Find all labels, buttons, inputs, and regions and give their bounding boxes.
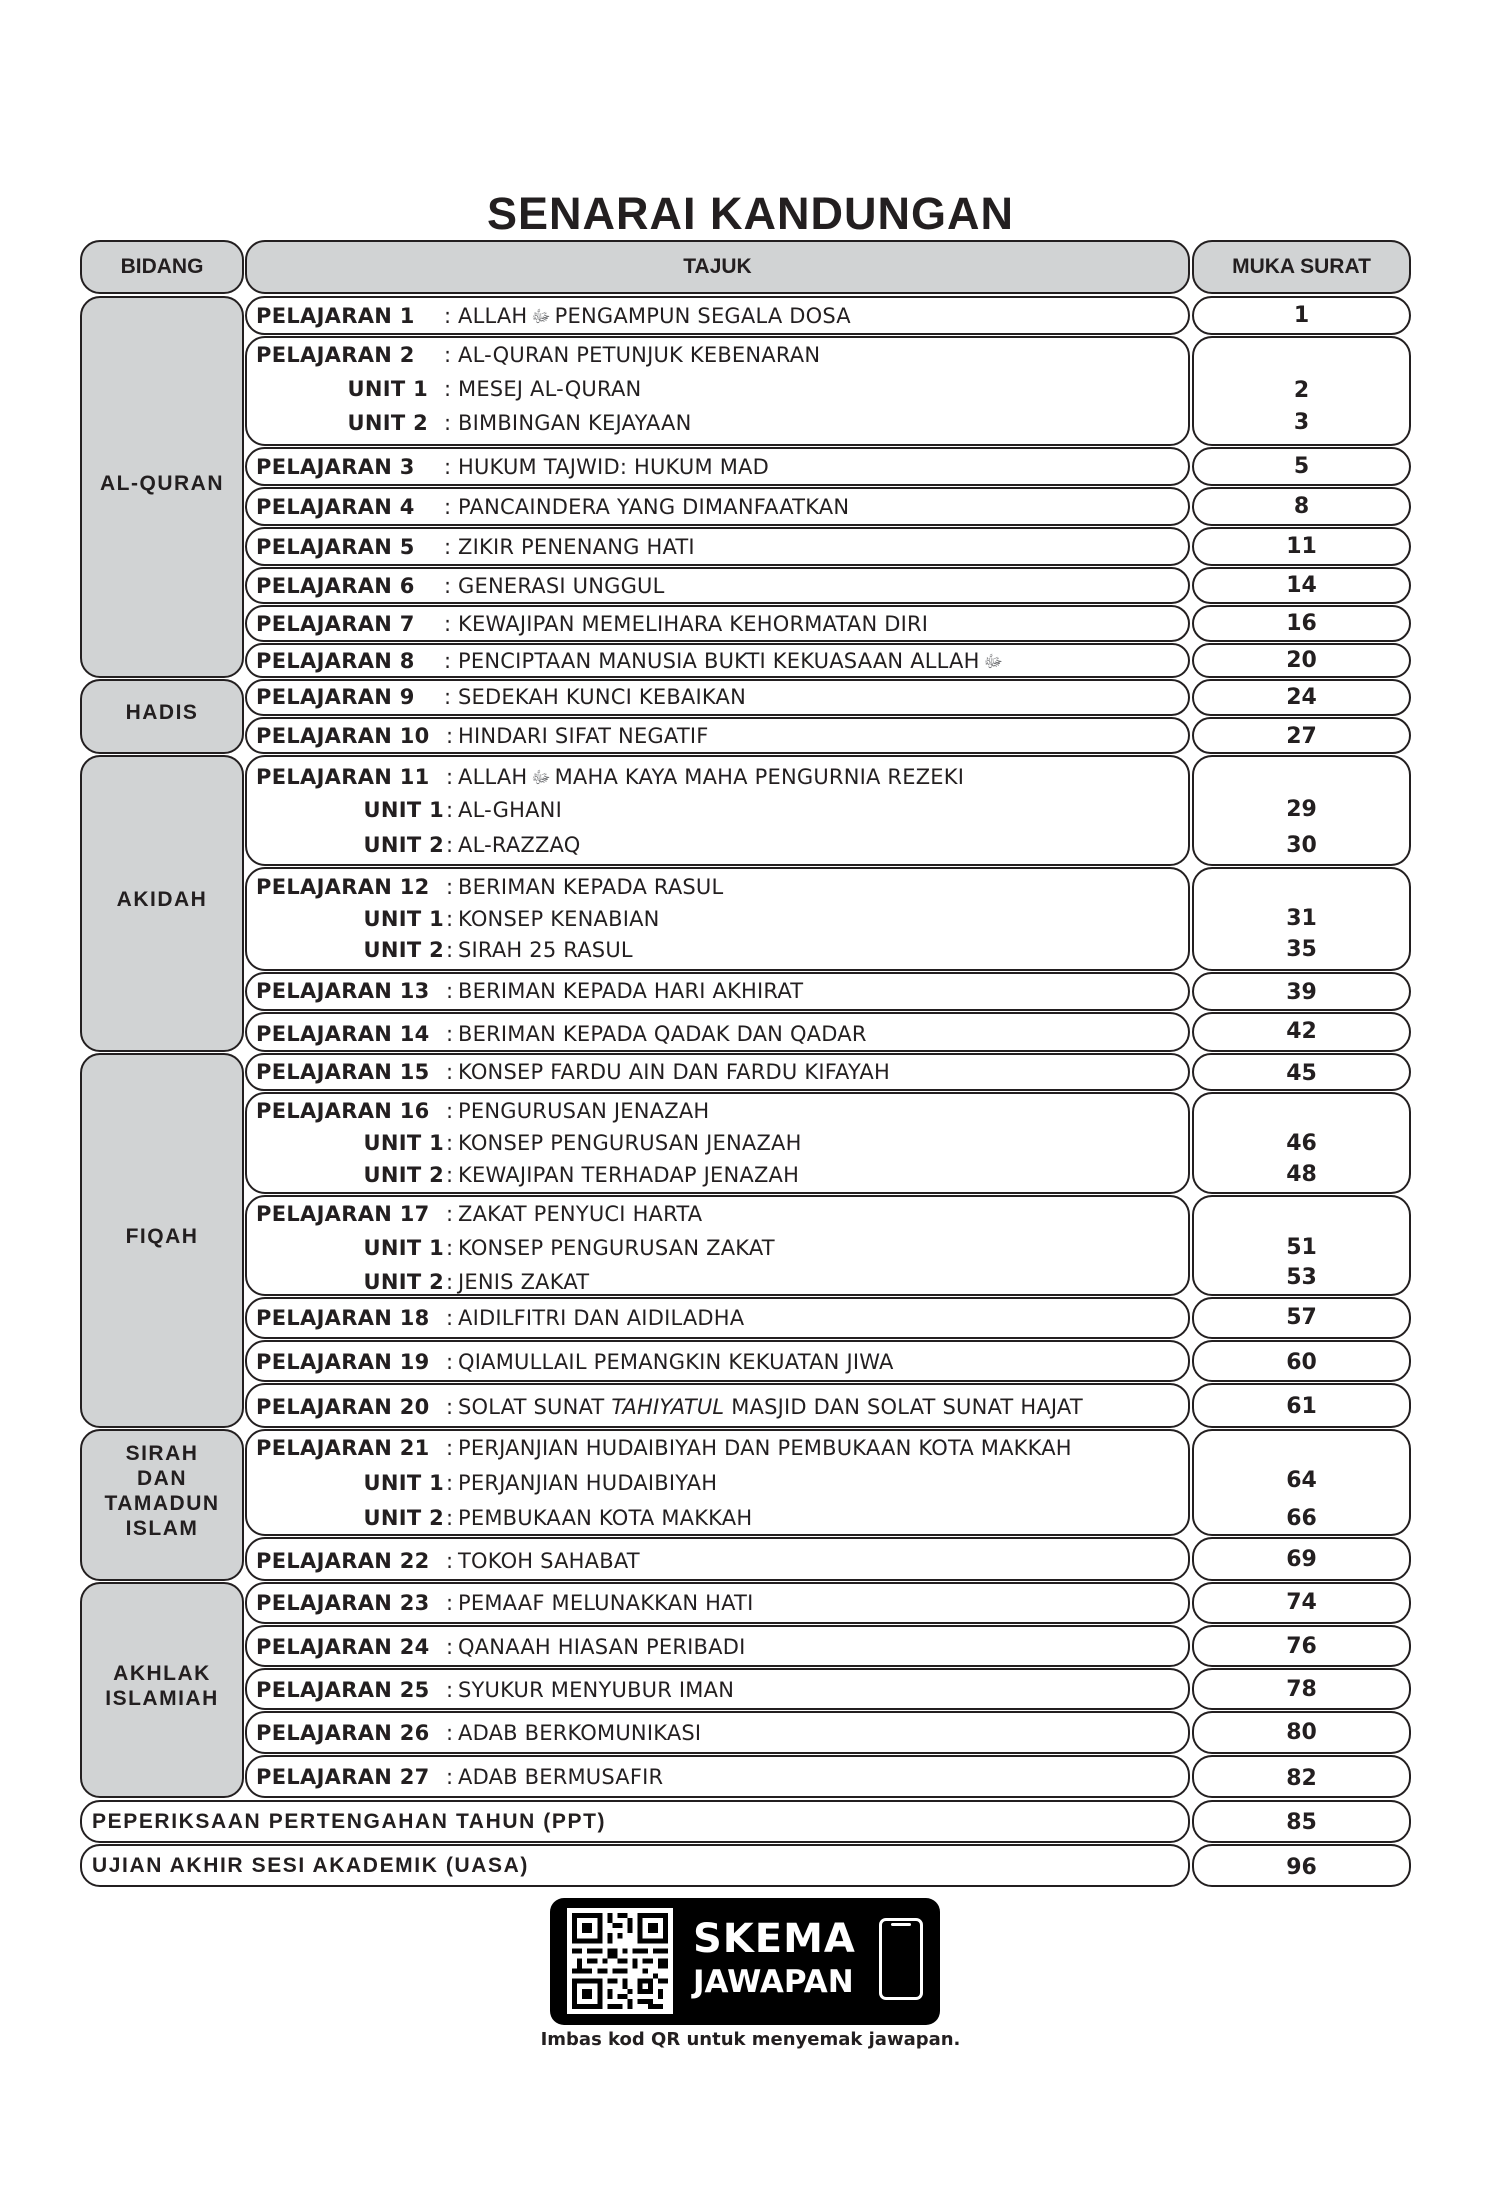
page-cell-24[interactable] xyxy=(1192,1625,1411,1667)
page-cell-15[interactable] xyxy=(1192,1053,1411,1091)
colon-separator: : xyxy=(444,612,452,636)
lesson-label: PELAJARAN 16 xyxy=(256,1099,430,1123)
page-number: 1 xyxy=(1293,303,1310,328)
lesson-title: PENGURUSAN JENAZAH xyxy=(458,1099,710,1123)
lesson-title: ALLAH ﷻ MAHA KAYA MAHA PENGURNIA REZEKI xyxy=(458,760,964,795)
lesson-label: PELAJARAN 8 xyxy=(256,649,415,673)
unit-label: UNIT 2 xyxy=(363,1506,444,1530)
toc-row-pelajaran-6[interactable] xyxy=(245,567,1190,604)
lesson-title: HINDARI SIFAT NEGATIF xyxy=(458,724,709,748)
colon-separator: : xyxy=(446,1765,454,1789)
page-number: 51 xyxy=(1286,1235,1317,1260)
page-number: 69 xyxy=(1286,1547,1317,1572)
page-number: 39 xyxy=(1286,980,1317,1005)
colon-separator: : xyxy=(446,724,454,748)
colon-separator: : xyxy=(444,411,452,435)
page-number: 74 xyxy=(1286,1590,1317,1615)
unit-title: KONSEP PENGURUSAN ZAKAT xyxy=(458,1236,775,1260)
lesson-label: PELAJARAN 13 xyxy=(256,979,430,1003)
page-number: 61 xyxy=(1286,1394,1317,1419)
lesson-label: PELAJARAN 15 xyxy=(256,1060,430,1084)
colon-separator: : xyxy=(446,1131,454,1155)
italic-term: TAHIYATUL xyxy=(611,1395,725,1419)
unit-title: MESEJ AL-QURAN xyxy=(458,377,642,401)
unit-title: KONSEP KENABIAN xyxy=(458,907,660,931)
toc-row-pelajaran-14[interactable] xyxy=(245,1012,1190,1052)
exam-label: PEPERIKSAAN PERTENGAHAN TAHUN (PPT) xyxy=(92,1809,607,1833)
lesson-title: TOKOH SAHABAT xyxy=(458,1549,640,1573)
qr-caption: Imbas kod QR untuk menyemak jawapan. xyxy=(540,2029,961,2050)
colon-separator: : xyxy=(446,1591,454,1615)
page-cell-5[interactable] xyxy=(1192,527,1411,566)
toc-row-pelajaran-21[interactable] xyxy=(245,1429,1190,1536)
toc-row-pelajaran-17[interactable] xyxy=(245,1195,1190,1296)
colon-separator: : xyxy=(446,1678,454,1702)
header-muka-surat xyxy=(1192,240,1411,294)
unit-label: UNIT 2 xyxy=(363,938,444,962)
page-number: 57 xyxy=(1286,1305,1317,1330)
lesson-label: PELAJARAN 9 xyxy=(256,685,415,709)
page-number: 46 xyxy=(1286,1131,1317,1156)
colon-separator: : xyxy=(446,1721,454,1745)
toc-row-pelajaran-12[interactable] xyxy=(245,867,1190,971)
page-cell-21[interactable] xyxy=(1192,1429,1411,1536)
colon-separator: : xyxy=(444,455,452,479)
page-number: 11 xyxy=(1286,534,1317,559)
lesson-label: PELAJARAN 18 xyxy=(256,1306,430,1330)
unit-title: JENIS ZAKAT xyxy=(458,1270,590,1294)
page-number: 27 xyxy=(1286,724,1317,749)
lesson-label: PELAJARAN 2 xyxy=(256,343,415,367)
lesson-label: PELAJARAN 7 xyxy=(256,612,415,636)
colon-separator: : xyxy=(446,938,454,962)
toc-row-pelajaran-1[interactable] xyxy=(245,296,1190,335)
colon-separator: : xyxy=(446,1236,454,1260)
lesson-title: PEMAAF MELUNAKKAN HATI xyxy=(458,1591,754,1615)
toc-row-pelajaran-8[interactable] xyxy=(245,643,1190,678)
header-tajuk xyxy=(245,240,1190,294)
page-cell-10[interactable] xyxy=(1192,717,1411,754)
bidang-label: HADIS xyxy=(125,701,199,724)
colon-separator: : xyxy=(446,1060,454,1084)
colon-separator: : xyxy=(446,1270,454,1294)
lesson-title: GENERASI UNGGUL xyxy=(458,574,665,598)
colon-separator: : xyxy=(446,1163,454,1187)
unit-title: BIMBINGAN KEJAYAAN xyxy=(458,411,692,435)
unit-title: KEWAJIPAN TERHADAP JENAZAH xyxy=(458,1163,800,1187)
lesson-label: PELAJARAN 21 xyxy=(256,1436,430,1460)
lesson-title: QIAMULLAIL PEMANGKIN KEKUATAN JIWA xyxy=(458,1350,894,1374)
page-number: 48 xyxy=(1286,1162,1317,1187)
swt-ornament-icon: ﷻ xyxy=(531,768,551,788)
lesson-label: PELAJARAN 5 xyxy=(256,535,415,559)
text-segment: SOLAT SUNAT xyxy=(458,1395,612,1419)
page-number: 60 xyxy=(1286,1350,1317,1375)
bidang-al-quran xyxy=(80,296,244,678)
page-cell-19[interactable] xyxy=(1192,1340,1411,1382)
colon-separator: : xyxy=(446,1506,454,1530)
page-cell-4[interactable] xyxy=(1192,487,1411,526)
colon-separator: : xyxy=(446,765,454,789)
page-number: 5 xyxy=(1293,454,1310,479)
page-number: 66 xyxy=(1286,1506,1317,1531)
lesson-title: HUKUM TAJWID: HUKUM MAD xyxy=(458,455,769,479)
unit-title: PEMBUKAAN KOTA MAKKAH xyxy=(458,1506,753,1530)
lesson-title: ADAB BERKOMUNIKASI xyxy=(458,1721,702,1745)
colon-separator: : xyxy=(444,304,452,328)
page-cell-26[interactable] xyxy=(1192,1711,1411,1754)
page-number: 3 xyxy=(1293,410,1310,435)
unit-label: UNIT 1 xyxy=(363,1471,444,1495)
toc-row-pelajaran-9[interactable] xyxy=(245,679,1190,716)
page-number: 14 xyxy=(1286,573,1317,598)
unit-label: UNIT 2 xyxy=(347,411,428,435)
page-cell-7[interactable] xyxy=(1192,605,1411,642)
bidang-label: FIQAH xyxy=(125,1225,199,1248)
colon-separator: : xyxy=(446,1202,454,1226)
page-cell-25[interactable] xyxy=(1192,1668,1411,1710)
colon-separator: : xyxy=(444,685,452,709)
lesson-title: PENCIPTAAN MANUSIA BUKTI KEKUASAAN ALLAH ﷻ xyxy=(458,644,1007,679)
toc-row-pelajaran-11[interactable] xyxy=(245,755,1190,866)
toc-row-pelajaran-2[interactable] xyxy=(245,336,1190,446)
lesson-title: PANCAINDERA YANG DIMANFAATKAN xyxy=(458,495,850,519)
lesson-title: BERIMAN KEPADA HARI AKHIRAT xyxy=(458,979,804,1003)
lesson-title: BERIMAN KEPADA QADAK DAN QADAR xyxy=(458,1022,867,1046)
page-number: 85 xyxy=(1286,1810,1317,1835)
page-number: 42 xyxy=(1286,1019,1317,1044)
page-number: 2 xyxy=(1293,378,1310,403)
unit-title: AL-RAZZAQ xyxy=(458,833,581,857)
lesson-title: PERJANJIAN HUDAIBIYAH DAN PEMBUKAAN KOTA MAKKAH xyxy=(458,1436,1072,1460)
unit-title: KONSEP PENGURUSAN JENAZAH xyxy=(458,1131,802,1155)
header-bidang-label: BIDANG xyxy=(120,255,204,278)
page-number: 64 xyxy=(1286,1468,1317,1493)
toc-row-pelajaran-7[interactable] xyxy=(245,605,1190,642)
toc-row-pelajaran-4[interactable] xyxy=(245,487,1190,526)
toc-row-pelajaran-18[interactable] xyxy=(245,1297,1190,1339)
lesson-title: BERIMAN KEPADA RASUL xyxy=(458,875,724,899)
toc-row-pelajaran-23[interactable] xyxy=(245,1582,1190,1624)
colon-separator: : xyxy=(446,979,454,1003)
page-cell-18[interactable] xyxy=(1192,1297,1411,1339)
page-number: 35 xyxy=(1286,937,1317,962)
lesson-label: PELAJARAN 20 xyxy=(256,1395,430,1419)
lesson-title: ADAB BERMUSAFIR xyxy=(458,1765,664,1789)
toc-row-ppt[interactable] xyxy=(80,1800,1190,1843)
toc-row-pelajaran-10[interactable] xyxy=(245,717,1190,754)
lesson-label: PELAJARAN 11 xyxy=(256,765,430,789)
toc-row-pelajaran-20[interactable] xyxy=(245,1383,1190,1428)
unit-label: UNIT 1 xyxy=(347,377,428,401)
toc-row-pelajaran-22[interactable] xyxy=(245,1537,1190,1581)
page-number: 30 xyxy=(1286,833,1317,858)
lesson-title: QANAAH HIASAN PERIBADI xyxy=(458,1635,746,1659)
colon-separator: : xyxy=(446,1395,454,1419)
unit-label: UNIT 1 xyxy=(363,907,444,931)
header-bidang xyxy=(80,240,244,294)
bidang-sirah-tamadun-islam xyxy=(80,1429,244,1581)
page-cell-8[interactable] xyxy=(1192,643,1411,678)
lesson-title: AIDILFITRI DAN AIDILADHA xyxy=(458,1306,745,1330)
colon-separator: : xyxy=(446,1471,454,1495)
banner-title: SKEMA xyxy=(693,1916,856,1962)
bidang-label: SIRAH DAN TAMADUN ISLAM xyxy=(104,1442,220,1540)
lesson-title: AL-QURAN PETUNJUK KEBENARAN xyxy=(458,343,821,367)
bidang-akidah xyxy=(80,755,244,1052)
page-cell-22[interactable] xyxy=(1192,1537,1411,1581)
page-number: 16 xyxy=(1286,611,1317,636)
lesson-label: PELAJARAN 22 xyxy=(256,1549,430,1573)
unit-label: UNIT 1 xyxy=(363,1236,444,1260)
page-number: 78 xyxy=(1286,1677,1317,1702)
page-number: 80 xyxy=(1286,1720,1317,1745)
lesson-label: PELAJARAN 14 xyxy=(256,1022,430,1046)
lesson-label: PELAJARAN 26 xyxy=(256,1721,430,1745)
lesson-title: SYUKUR MENYUBUR IMAN xyxy=(458,1678,735,1702)
toc-row-pelajaran-24[interactable] xyxy=(245,1625,1190,1667)
unit-label: UNIT 1 xyxy=(363,798,444,822)
colon-separator: : xyxy=(444,535,452,559)
page-number: 53 xyxy=(1286,1265,1317,1290)
page-cell-6[interactable] xyxy=(1192,567,1411,604)
header-muka-surat-label: MUKA SURAT xyxy=(1232,255,1371,278)
lesson-label: PELAJARAN 27 xyxy=(256,1765,430,1789)
colon-separator: : xyxy=(446,907,454,931)
answer-scheme-qr-banner[interactable] xyxy=(550,1898,940,2025)
exam-label: UJIAN AKHIR SESI AKADEMIK (UASA) xyxy=(92,1853,529,1877)
toc-row-pelajaran-19[interactable] xyxy=(245,1340,1190,1382)
lesson-label: PELAJARAN 10 xyxy=(256,724,430,748)
page-number: 82 xyxy=(1286,1766,1317,1791)
page-cell-17[interactable] xyxy=(1192,1195,1411,1296)
unit-title: AL-GHANI xyxy=(458,798,562,822)
smartphone-icon xyxy=(879,1918,923,2000)
lesson-label: PELAJARAN 1 xyxy=(256,304,415,328)
bidang-hadis xyxy=(80,679,244,754)
lesson-label: PELAJARAN 12 xyxy=(256,875,430,899)
page-cell-1[interactable] xyxy=(1192,296,1411,335)
unit-title: SIRAH 25 RASUL xyxy=(458,938,633,962)
colon-separator: : xyxy=(446,1436,454,1460)
page-cell-9[interactable] xyxy=(1192,679,1411,716)
unit-label: UNIT 1 xyxy=(363,1131,444,1155)
page-number: 96 xyxy=(1286,1855,1317,1880)
text-segment: MASJID DAN SOLAT SUNAT HAJAT xyxy=(724,1395,1083,1419)
colon-separator: : xyxy=(446,833,454,857)
banner-subtitle: JAWAPAN xyxy=(693,1964,854,2000)
colon-separator: : xyxy=(446,798,454,822)
colon-separator: : xyxy=(446,1022,454,1046)
bidang-label: AKHLAK ISLAMIAH xyxy=(105,1662,219,1710)
page-cell-2[interactable] xyxy=(1192,336,1411,446)
lesson-title: SEDEKAH KUNCI KEBAIKAN xyxy=(458,685,746,709)
unit-label: UNIT 2 xyxy=(363,833,444,857)
page-title: SENARAI KANDUNGAN xyxy=(486,188,1014,239)
colon-separator: : xyxy=(444,343,452,367)
page-cell-uasa[interactable] xyxy=(1192,1844,1411,1887)
page-cell-20[interactable] xyxy=(1192,1383,1411,1428)
toc-row-pelajaran-5[interactable] xyxy=(245,527,1190,566)
unit-title: PERJANJIAN HUDAIBIYAH xyxy=(458,1471,718,1495)
page-cell-23[interactable] xyxy=(1192,1582,1411,1624)
unit-label: UNIT 2 xyxy=(363,1270,444,1294)
colon-separator: : xyxy=(446,1099,454,1123)
colon-separator: : xyxy=(444,377,452,401)
toc-row-pelajaran-13[interactable] xyxy=(245,972,1190,1011)
lesson-label: PELAJARAN 25 xyxy=(256,1678,430,1702)
page-number: 29 xyxy=(1286,797,1317,822)
lesson-title: ZIKIR PENENANG HATI xyxy=(458,535,695,559)
colon-separator: : xyxy=(446,875,454,899)
lesson-title: ZAKAT PENYUCI HARTA xyxy=(458,1202,703,1226)
colon-separator: : xyxy=(444,649,452,673)
page-number: 8 xyxy=(1293,494,1310,519)
page-cell-11[interactable] xyxy=(1192,755,1411,866)
page-number: 20 xyxy=(1286,648,1317,673)
page-number: 24 xyxy=(1286,685,1317,710)
toc-row-pelajaran-16[interactable] xyxy=(245,1092,1190,1194)
page-cell-14[interactable] xyxy=(1192,1012,1411,1052)
header-tajuk-label: TAJUK xyxy=(683,255,752,278)
page-number: 45 xyxy=(1286,1061,1317,1086)
swt-ornament-icon: ﷻ xyxy=(531,307,551,327)
bidang-label: AL-QURAN xyxy=(100,471,224,495)
lesson-title xyxy=(458,1390,1083,1424)
bidang-fiqah xyxy=(80,1053,244,1428)
unit-label: UNIT 2 xyxy=(363,1163,444,1187)
page-cell-13[interactable] xyxy=(1192,972,1411,1011)
toc-row-uasa[interactable] xyxy=(80,1844,1190,1887)
page-cell-16[interactable] xyxy=(1192,1092,1411,1194)
toc-row-pelajaran-27[interactable] xyxy=(245,1755,1190,1798)
colon-separator: : xyxy=(446,1635,454,1659)
colon-separator: : xyxy=(446,1549,454,1573)
colon-separator: : xyxy=(446,1306,454,1330)
lesson-label: PELAJARAN 3 xyxy=(256,455,415,479)
colon-separator: : xyxy=(446,1350,454,1374)
lesson-title: ALLAH ﷻ PENGAMPUN SEGALA DOSA xyxy=(458,299,851,334)
lesson-title: KEWAJIPAN MEMELIHARA KEHORMATAN DIRI xyxy=(458,612,929,636)
qr-code-icon[interactable] xyxy=(567,1908,673,2014)
toc-row-pelajaran-15[interactable] xyxy=(245,1053,1190,1091)
lesson-label: PELAJARAN 24 xyxy=(256,1635,430,1659)
page-number: 76 xyxy=(1286,1634,1317,1659)
lesson-label: PELAJARAN 23 xyxy=(256,1591,430,1615)
bidang-akhlak-islamiah xyxy=(80,1582,244,1798)
colon-separator: : xyxy=(444,495,452,519)
lesson-label: PELAJARAN 17 xyxy=(256,1202,430,1226)
lesson-label: PELAJARAN 19 xyxy=(256,1350,430,1374)
toc-row-pelajaran-3[interactable] xyxy=(245,447,1190,486)
toc-row-pelajaran-26[interactable] xyxy=(245,1711,1190,1754)
page-cell-27[interactable] xyxy=(1192,1755,1411,1798)
page-cell-12[interactable] xyxy=(1192,867,1411,971)
lesson-title: KONSEP FARDU AIN DAN FARDU KIFAYAH xyxy=(458,1060,890,1084)
lesson-label: PELAJARAN 4 xyxy=(256,495,415,519)
page-cell-ppt[interactable] xyxy=(1192,1800,1411,1843)
page-number: 31 xyxy=(1286,906,1317,931)
toc-row-pelajaran-25[interactable] xyxy=(245,1668,1190,1710)
page-cell-3[interactable] xyxy=(1192,447,1411,486)
lesson-label: PELAJARAN 6 xyxy=(256,574,415,598)
bidang-label: AKIDAH xyxy=(116,888,208,911)
swt-ornament-icon: ﷻ xyxy=(983,652,1003,672)
colon-separator: : xyxy=(444,574,452,598)
